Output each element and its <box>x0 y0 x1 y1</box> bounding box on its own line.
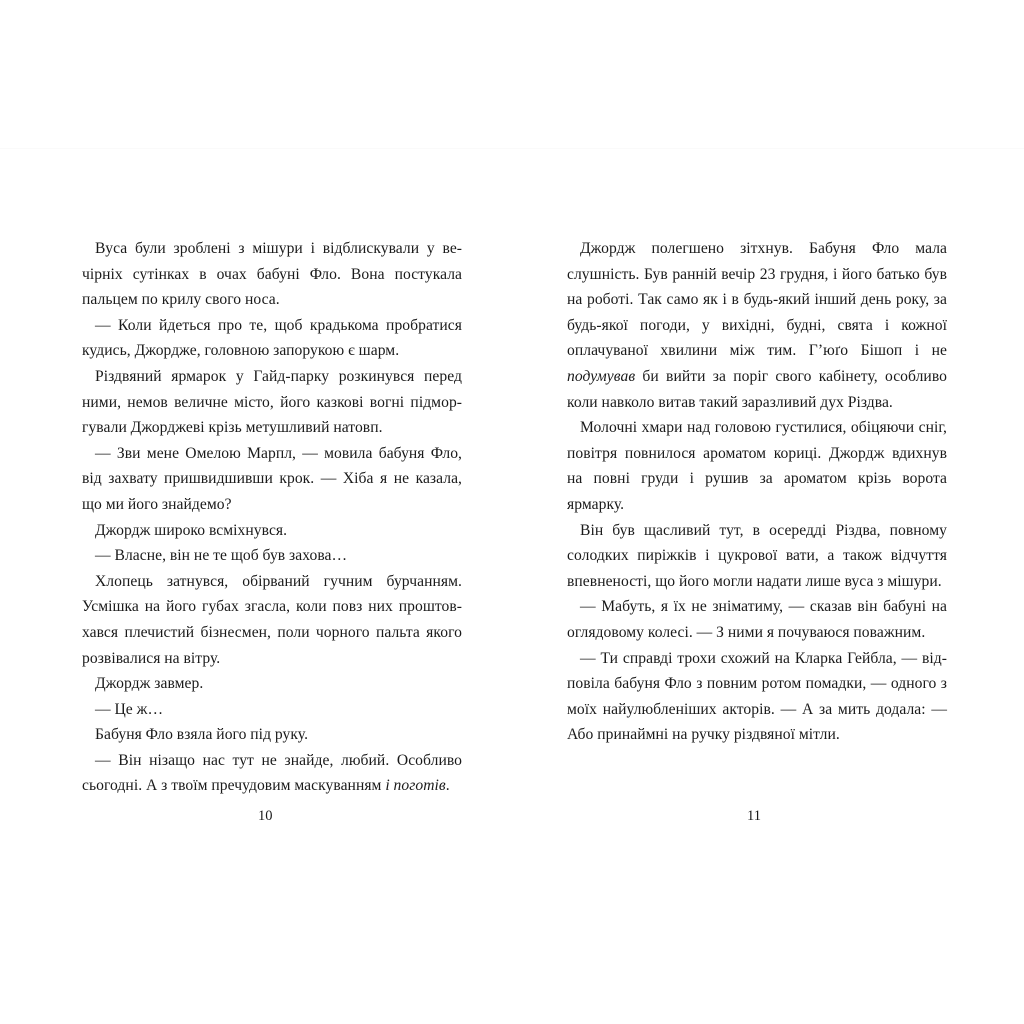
body-paragraph: — Коли йдеться про те, щоб крадькома пробратися кудись, Джордже, головною запорукою є шарм. <box>82 316 462 360</box>
left-page-text-block <box>82 236 462 799</box>
body-paragraph: Джордж завмер. <box>95 675 204 693</box>
body-paragraph: Джордж полегшено зітхнув. Бабуня Фло мала слушність. Був ранній вечір 23 грудня, і його батько був на роботі. Так само як і в будь-який інший день року, за будь-якої погоди, у вихідні, будні, свята і кожної оплачуваної хвилини між тим. Г’юґо Бішоп і не подумував би вийти за поріг свого кабінету, особливо коли навколо витав такий заразливий дух Різдва. <box>567 240 947 411</box>
body-paragraph: — Він нізащо нас тут не знайде, любий. Особливо сьогодні. А з твоїм пречудовим маскуванням і поготів. <box>82 751 462 795</box>
body-paragraph: Хлопець затнувся, обірваний гучним бурчанням. Усмішка на його губах згасла, коли повз них проштовхався плечистий бізнесмен, поли чорного пальта якого розвівалися на вітру. <box>82 572 462 667</box>
body-paragraph: Вуса були зроблені з мішури і відблискували у вечірніх сутінках в очах бабуні Фло. Вона постукала пальцем по крилу свого носа. <box>82 240 462 309</box>
body-paragraph: Бабуня Фло взяла його під руку. <box>95 726 309 744</box>
body-paragraph: — Ти справді трохи схожий на Кларка Гейбла, — відповіла бабуня Фло з повним ротом помадки, — одного з моїх найулюбленіших акторів. — А за мить додала: — Або принаймні на ручку різдвяної мітли. <box>567 649 947 744</box>
body-paragraph: Молочні хмари над головою густилися, обіцяючи сніг, повітря повнилося ароматом кориці. Джордж вдихнув на повні груди і рушив за ароматом крізь ворота ярмарку. <box>567 419 947 513</box>
page-number-left: 10 <box>258 808 273 824</box>
body-paragraph: — Зви мене Омелою Марпл, — мовила бабуня Фло, від захвату пришвидшивши крок. — Хіба я не казала, що ми його знайдемо? <box>82 444 462 513</box>
italic-text-run: і поготів <box>385 777 446 795</box>
body-paragraph: Джордж широко всміхнувся. <box>95 521 288 539</box>
body-paragraph: — Мабуть, я їх не зніматиму, — сказав він бабуні на оглядовому колесі. — З ними я почуваюся поважним. <box>567 598 947 641</box>
body-paragraph: Він був щасливий тут, в осередді Різдва, повному солодких пиріжків і цукрової вати, а також відчуття впевненості, що його могли надати лише вуса з мішури. <box>567 521 947 590</box>
body-paragraph: Різдвяний ярмарок у Гайд-парку розкинувся перед ними, немов величне місто, його казкові вогні підморгували Джорджеві крізь метушливий натовп. <box>82 367 462 437</box>
body-paragraph: — Власне, він не те щоб був захова… <box>95 547 348 565</box>
body-paragraph: — Це ж… <box>95 700 164 718</box>
right-page-text-block <box>567 236 947 748</box>
page-right <box>512 0 1024 1024</box>
page-number-right: 11 <box>747 808 761 824</box>
italic-text-run: подумував <box>567 367 636 385</box>
